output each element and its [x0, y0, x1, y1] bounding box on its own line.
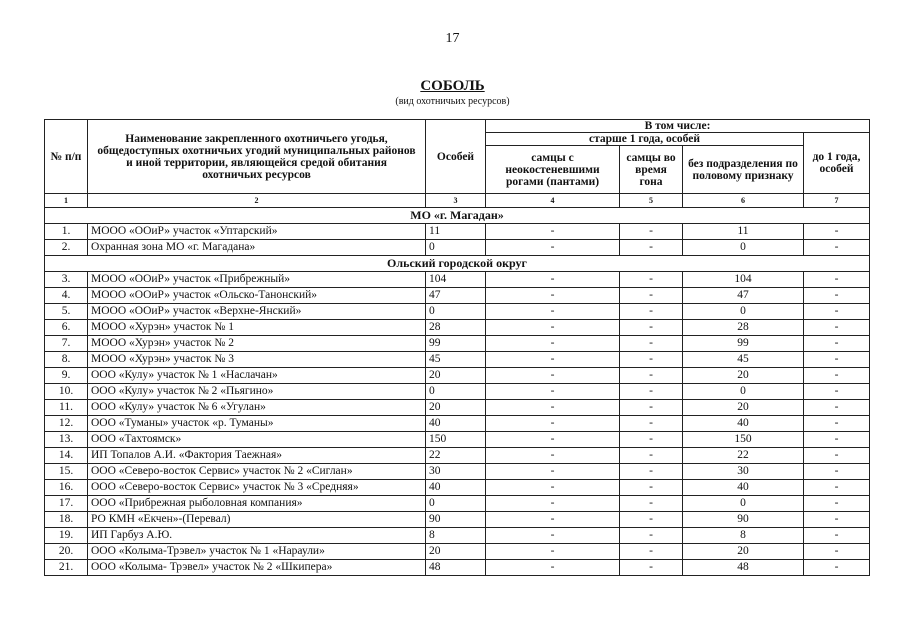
under1-count: -: [804, 400, 870, 416]
row-number: 20.: [45, 544, 88, 560]
table-row: [45, 320, 870, 336]
males-nonossified-count: -: [486, 240, 620, 256]
total-count: 20: [426, 368, 486, 384]
row-number: 21.: [45, 560, 88, 576]
under1-count: -: [804, 304, 870, 320]
row-number: 3.: [45, 272, 88, 288]
table-row: [45, 448, 870, 464]
table-row: [45, 544, 870, 560]
under1-count: -: [804, 432, 870, 448]
total-count: 90: [426, 512, 486, 528]
males-rut-count: -: [620, 448, 683, 464]
total-count: 28: [426, 320, 486, 336]
under1-count: -: [804, 368, 870, 384]
under1-count: -: [804, 464, 870, 480]
under1-count: -: [804, 224, 870, 240]
males-nonossified-count: -: [486, 480, 620, 496]
total-count: 0: [426, 496, 486, 512]
row-number: 11.: [45, 400, 88, 416]
males-nonossified-count: -: [486, 464, 620, 480]
under1-count: -: [804, 320, 870, 336]
table-row: [45, 480, 870, 496]
territory-name: МООО «Хурэн» участок № 3: [88, 352, 426, 368]
row-number: 5.: [45, 304, 88, 320]
territory-name: РО КМН «Екчен»-(Перевал): [88, 512, 426, 528]
territory-name: ИП Топалов А.И. «Фактория Таежная»: [88, 448, 426, 464]
row-number: 9.: [45, 368, 88, 384]
males-nonossified-count: -: [486, 560, 620, 576]
population-table: [44, 119, 870, 576]
territory-name: ООО «Кулу» участок № 1 «Наслачан»: [88, 368, 426, 384]
page-number: 17: [445, 31, 460, 46]
table-row: [45, 336, 870, 352]
males-rut-count: -: [620, 224, 683, 240]
males-rut-count: -: [620, 416, 683, 432]
territory-name: МООО «ООиР» участок «Уптарский»: [88, 224, 426, 240]
males-nonossified-count: -: [486, 512, 620, 528]
column-number: 7: [804, 194, 870, 208]
table-row: [45, 560, 870, 576]
territory-name: ООО «Кулу» участок № 2 «Пьягино»: [88, 384, 426, 400]
males-rut-count: -: [620, 288, 683, 304]
row-number: 4.: [45, 288, 88, 304]
no-sex-count: 0: [683, 496, 804, 512]
no-sex-count: 90: [683, 512, 804, 528]
males-nonossified-count: -: [486, 224, 620, 240]
no-sex-count: 0: [683, 240, 804, 256]
territory-name: ООО «Прибрежная рыболовная компания»: [88, 496, 426, 512]
territory-name: МООО «ООиР» участок «Ольско-Танонский»: [88, 288, 426, 304]
no-sex-count: 30: [683, 464, 804, 480]
row-number: 19.: [45, 528, 88, 544]
males-rut-count: -: [620, 336, 683, 352]
table-row: [45, 368, 870, 384]
males-rut-count: -: [620, 464, 683, 480]
header-num: № п/п: [45, 120, 88, 194]
header-males-nonossified: самцы с неокостеневшими рогами (пантами): [486, 146, 620, 194]
territory-name: МООО «ООиР» участок «Верхне-Янский»: [88, 304, 426, 320]
column-number: 3: [426, 194, 486, 208]
column-number-row: [45, 194, 870, 208]
row-number: 10.: [45, 384, 88, 400]
males-rut-count: -: [620, 560, 683, 576]
under1-count: -: [804, 544, 870, 560]
males-nonossified-count: -: [486, 432, 620, 448]
row-number: 12.: [45, 416, 88, 432]
males-rut-count: -: [620, 272, 683, 288]
header-under1: до 1 года, особей: [804, 133, 870, 194]
males-nonossified-count: -: [486, 272, 620, 288]
table-row: [45, 464, 870, 480]
section-title: Ольский городской округ: [45, 256, 870, 272]
under1-count: -: [804, 416, 870, 432]
territory-name: ООО «Северо-восток Сервис» участок № 2 «Сиглан»: [88, 464, 426, 480]
under1-count: -: [804, 384, 870, 400]
total-count: 47: [426, 288, 486, 304]
header-males-rut: самцы во время гона: [620, 146, 683, 194]
table-row: [45, 400, 870, 416]
row-number: 13.: [45, 432, 88, 448]
males-rut-count: -: [620, 368, 683, 384]
males-rut-count: -: [620, 496, 683, 512]
no-sex-count: 20: [683, 400, 804, 416]
males-nonossified-count: -: [486, 496, 620, 512]
row-number: 2.: [45, 240, 88, 256]
table-row: [45, 224, 870, 240]
territory-name: ООО «Кулу» участок № 6 «Угулан»: [88, 400, 426, 416]
males-rut-count: -: [620, 320, 683, 336]
males-nonossified-count: -: [486, 320, 620, 336]
no-sex-count: 48: [683, 560, 804, 576]
territory-name: ООО «Колыма- Трэвел» участок № 2 «Шкипера»: [88, 560, 426, 576]
territory-name: МООО «ООиР» участок «Прибрежный»: [88, 272, 426, 288]
males-rut-count: -: [620, 384, 683, 400]
under1-count: -: [804, 528, 870, 544]
under1-count: -: [804, 272, 870, 288]
total-count: 22: [426, 448, 486, 464]
header-name: Наименование закрепленного охотничьего угодья, общедоступных охотничьих угодий муниципальных районов и иной территории, являющейся средой обитания охотничьих ресурсов: [88, 120, 426, 194]
total-count: 0: [426, 304, 486, 320]
section-title: МО «г. Магадан»: [45, 208, 870, 224]
table-row: [45, 240, 870, 256]
row-number: 16.: [45, 480, 88, 496]
table-body: [45, 208, 870, 576]
males-rut-count: -: [620, 528, 683, 544]
males-nonossified-count: -: [486, 352, 620, 368]
males-nonossified-count: -: [486, 304, 620, 320]
header-older: старше 1 года, особей: [486, 133, 804, 146]
total-count: 20: [426, 544, 486, 560]
table-row: [45, 528, 870, 544]
territory-name: МООО «Хурэн» участок № 1: [88, 320, 426, 336]
table-row: [45, 432, 870, 448]
total-count: 40: [426, 480, 486, 496]
table-row: [45, 352, 870, 368]
total-count: 30: [426, 464, 486, 480]
row-number: 18.: [45, 512, 88, 528]
territory-name: ООО «Туманы» участок «р. Туманы»: [88, 416, 426, 432]
territory-name: ИП Гарбуз А.Ю.: [88, 528, 426, 544]
table-row: [45, 496, 870, 512]
column-number: 1: [45, 194, 88, 208]
males-rut-count: -: [620, 352, 683, 368]
under1-count: -: [804, 288, 870, 304]
under1-count: -: [804, 448, 870, 464]
males-rut-count: -: [620, 400, 683, 416]
header-including: В том числе:: [486, 120, 870, 133]
row-number: 7.: [45, 336, 88, 352]
no-sex-count: 104: [683, 272, 804, 288]
section-row: [45, 256, 870, 272]
males-nonossified-count: -: [486, 544, 620, 560]
row-number: 17.: [45, 496, 88, 512]
header-total: Особей: [426, 120, 486, 194]
males-nonossified-count: -: [486, 288, 620, 304]
under1-count: -: [804, 240, 870, 256]
no-sex-count: 45: [683, 352, 804, 368]
total-count: 104: [426, 272, 486, 288]
males-nonossified-count: -: [486, 448, 620, 464]
males-rut-count: -: [620, 480, 683, 496]
row-number: 8.: [45, 352, 88, 368]
no-sex-count: 22: [683, 448, 804, 464]
total-count: 0: [426, 384, 486, 400]
table-row: [45, 512, 870, 528]
document-title: СОБОЛЬ: [420, 78, 485, 94]
table-row: [45, 416, 870, 432]
no-sex-count: 47: [683, 288, 804, 304]
no-sex-count: 28: [683, 320, 804, 336]
territory-name: ООО «Северо-восток Сервис» участок № 3 «Средняя»: [88, 480, 426, 496]
table-row: [45, 304, 870, 320]
under1-count: -: [804, 480, 870, 496]
no-sex-count: 40: [683, 416, 804, 432]
under1-count: -: [804, 496, 870, 512]
total-count: 0: [426, 240, 486, 256]
column-number: 2: [88, 194, 426, 208]
males-nonossified-count: -: [486, 384, 620, 400]
total-count: 11: [426, 224, 486, 240]
column-number: 5: [620, 194, 683, 208]
row-number: 1.: [45, 224, 88, 240]
total-count: 8: [426, 528, 486, 544]
no-sex-count: 40: [683, 480, 804, 496]
under1-count: -: [804, 336, 870, 352]
total-count: 20: [426, 400, 486, 416]
total-count: 40: [426, 416, 486, 432]
under1-count: -: [804, 560, 870, 576]
no-sex-count: 150: [683, 432, 804, 448]
table-row: [45, 288, 870, 304]
males-nonossified-count: -: [486, 528, 620, 544]
section-row: [45, 208, 870, 224]
no-sex-count: 11: [683, 224, 804, 240]
territory-name: Охранная зона МО «г. Магадана»: [88, 240, 426, 256]
column-number: 6: [683, 194, 804, 208]
total-count: 150: [426, 432, 486, 448]
territory-name: ООО «Колыма-Трэвел» участок № 1 «Нараули»: [88, 544, 426, 560]
no-sex-count: 8: [683, 528, 804, 544]
no-sex-count: 20: [683, 368, 804, 384]
column-number: 4: [486, 194, 620, 208]
males-rut-count: -: [620, 304, 683, 320]
males-rut-count: -: [620, 512, 683, 528]
header-no-sex: без подразделения по половому признаку: [683, 146, 804, 194]
total-count: 45: [426, 352, 486, 368]
males-nonossified-count: -: [486, 400, 620, 416]
no-sex-count: 0: [683, 304, 804, 320]
males-rut-count: -: [620, 544, 683, 560]
males-rut-count: -: [620, 432, 683, 448]
males-nonossified-count: -: [486, 368, 620, 384]
under1-count: -: [804, 352, 870, 368]
document-subtitle: (вид охотничьих ресурсов): [395, 96, 510, 107]
no-sex-count: 99: [683, 336, 804, 352]
row-number: 14.: [45, 448, 88, 464]
under1-count: -: [804, 512, 870, 528]
territory-name: МООО «Хурэн» участок № 2: [88, 336, 426, 352]
row-number: 15.: [45, 464, 88, 480]
no-sex-count: 0: [683, 384, 804, 400]
males-nonossified-count: -: [486, 416, 620, 432]
total-count: 99: [426, 336, 486, 352]
territory-name: ООО «Тахтоямск»: [88, 432, 426, 448]
row-number: 6.: [45, 320, 88, 336]
total-count: 48: [426, 560, 486, 576]
no-sex-count: 20: [683, 544, 804, 560]
table-row: [45, 272, 870, 288]
males-nonossified-count: -: [486, 336, 620, 352]
table-row: [45, 384, 870, 400]
males-rut-count: -: [620, 240, 683, 256]
